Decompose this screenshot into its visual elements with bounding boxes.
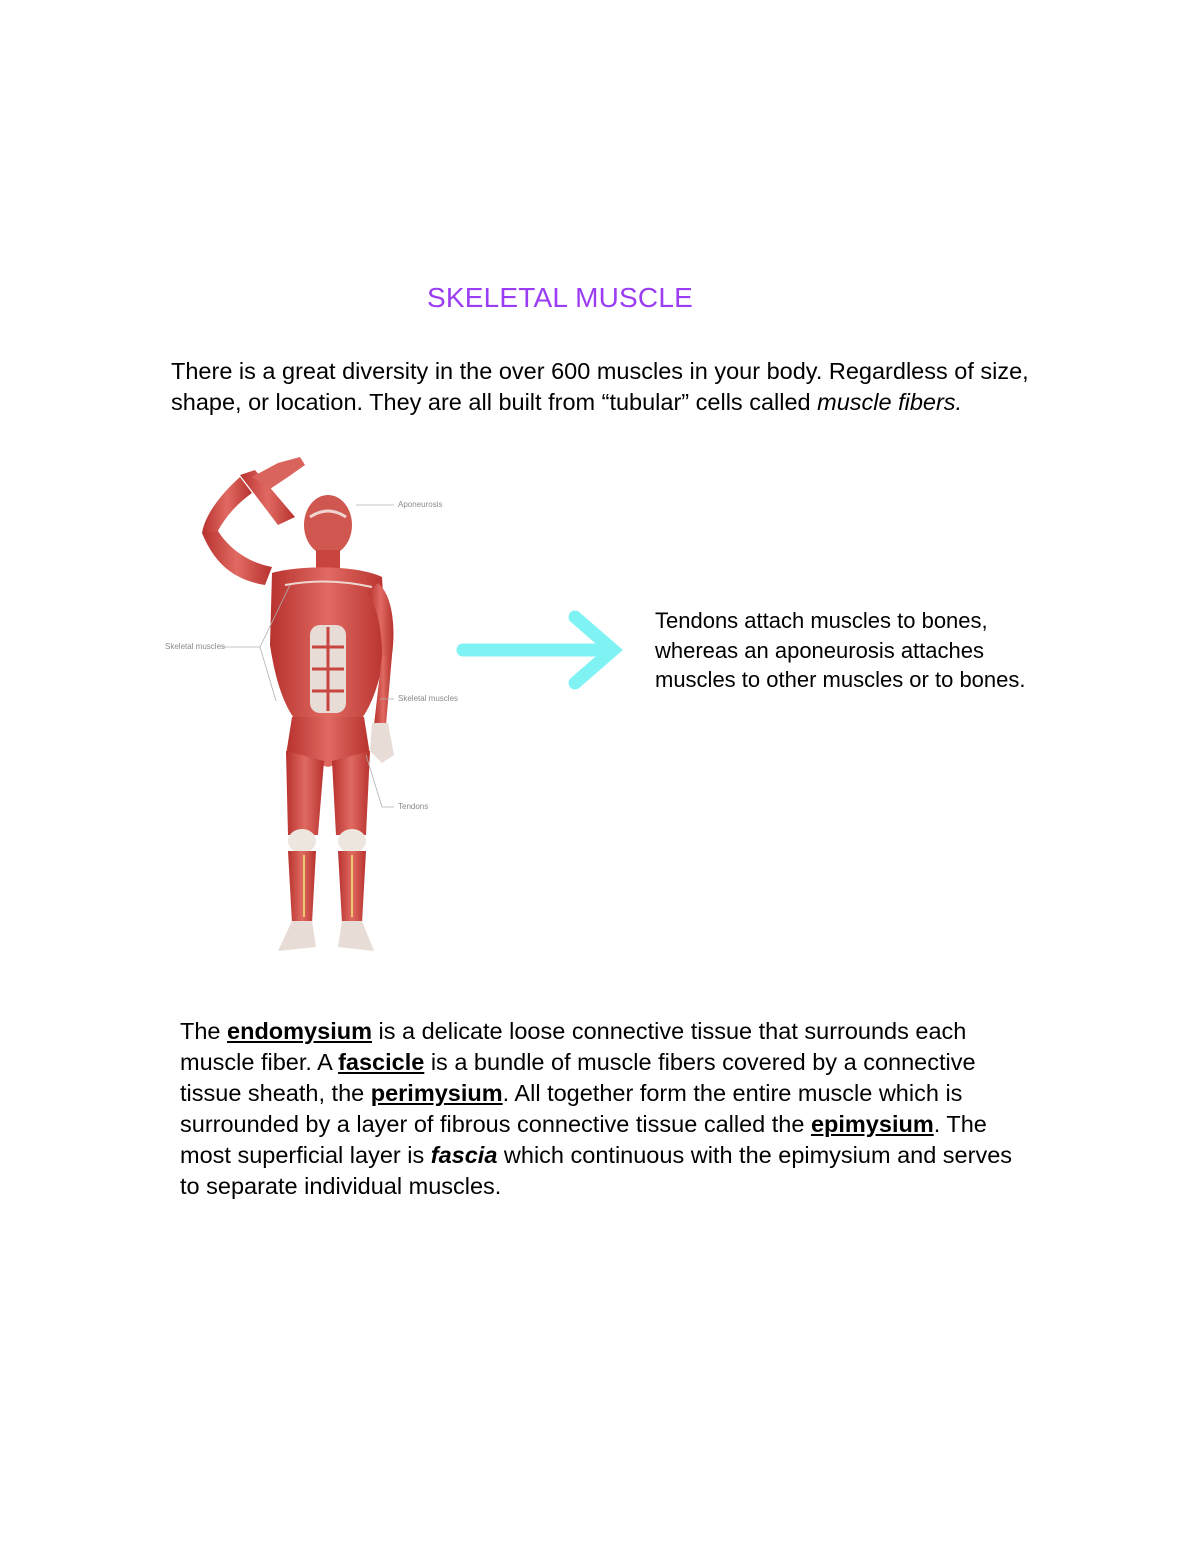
text-run: . All together form the entire muscle which is surrounded by a layer of fibrous connective tissue called the xyxy=(180,1080,963,1137)
text-run: which continuous with the epimysium and serves to separate individual muscles. xyxy=(180,1142,1013,1199)
label-aponeurosis: Aponeurosis xyxy=(398,500,443,509)
intro-paragraph xyxy=(171,356,1041,418)
text-run: The xyxy=(180,1018,228,1044)
label-skeletal-muscles-right: Skeletal muscles xyxy=(398,694,459,703)
term-fascia: fascia xyxy=(430,1142,498,1168)
intro-text: There is a great diversity in the over 600 muscles in your body. Regardless of size, shape, or location. They are all built from “tubular” cells called xyxy=(171,358,1029,415)
label-skeletal-muscles-left: Skeletal muscles xyxy=(165,642,226,651)
right-arrow-icon xyxy=(455,605,630,695)
intro-emphasis: muscle fibers. xyxy=(817,389,963,415)
tendon-note: Tendons attach muscles to bones, whereas an aponeurosis attaches muscles to other muscles or to bones. xyxy=(655,608,1026,692)
term-fascicle: fascicle xyxy=(338,1049,425,1075)
term-epimysium: epimysium xyxy=(810,1111,934,1137)
term-perimysium: perimysium xyxy=(370,1080,503,1106)
text-run: is a bundle of muscle fibers covered by a connective tissue sheath, the xyxy=(180,1049,976,1106)
muscle-anatomy-figure xyxy=(160,455,480,965)
text-run: . The most superficial layer is xyxy=(180,1111,987,1168)
page-title: SKELETAL MUSCLE xyxy=(427,282,693,313)
text-run: is a delicate loose connective tissue that surrounds each muscle fiber. A xyxy=(180,1018,967,1075)
body-silhouette xyxy=(202,457,394,951)
connective-tissue-paragraph xyxy=(180,1016,1030,1202)
term-endomysium: endomysium xyxy=(227,1018,372,1044)
label-tendons: Tendons xyxy=(398,802,429,811)
